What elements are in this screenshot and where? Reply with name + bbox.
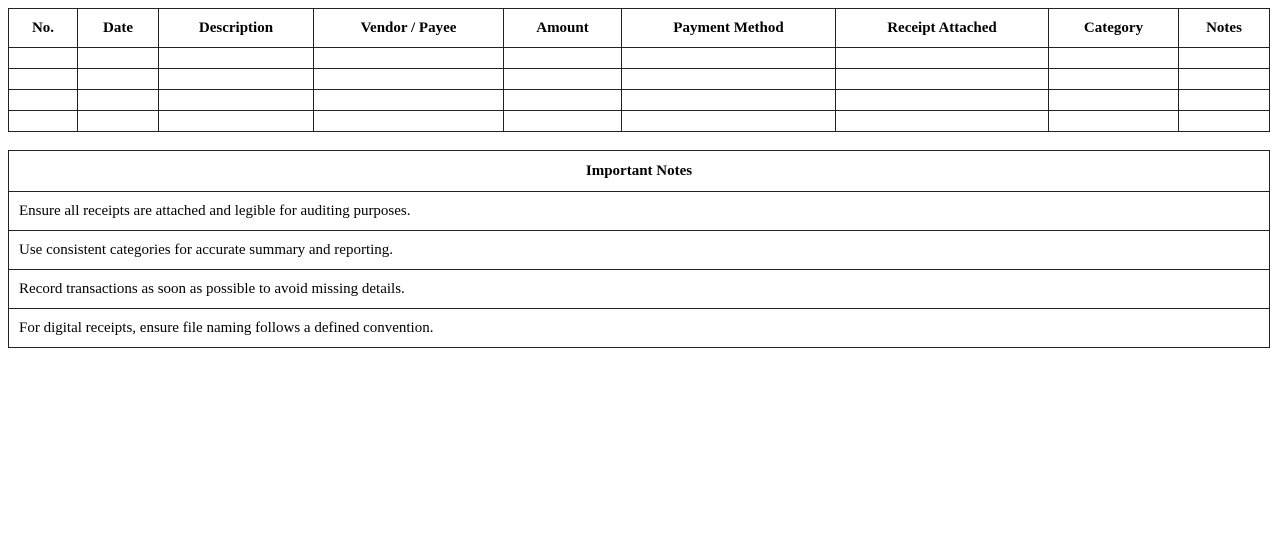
column-header-vendor: Vendor / Payee: [314, 9, 504, 48]
table-cell[interactable]: [78, 111, 159, 132]
table-cell[interactable]: [78, 69, 159, 90]
table-cell[interactable]: [9, 111, 78, 132]
table-cell[interactable]: [836, 111, 1049, 132]
table-cell[interactable]: [9, 48, 78, 69]
note-row: [9, 192, 1270, 231]
table-cell[interactable]: [314, 111, 504, 132]
table-cell[interactable]: [1049, 90, 1179, 111]
note-row: [9, 231, 1270, 270]
note-row: [9, 270, 1270, 309]
table-cell[interactable]: [622, 48, 836, 69]
table-cell[interactable]: [836, 90, 1049, 111]
table-cell[interactable]: [9, 69, 78, 90]
note-text: For digital receipts, ensure file naming follows a defined convention.: [9, 309, 1270, 348]
table-cell[interactable]: [314, 69, 504, 90]
table-cell[interactable]: [836, 48, 1049, 69]
table-row: [9, 111, 1270, 132]
table-cell[interactable]: [1179, 111, 1270, 132]
table-cell[interactable]: [1049, 69, 1179, 90]
note-text: Ensure all receipts are attached and legible for auditing purposes.: [9, 192, 1270, 231]
column-header-receipt-attached: Receipt Attached: [836, 9, 1049, 48]
table-cell[interactable]: [78, 90, 159, 111]
table-cell[interactable]: [504, 90, 622, 111]
table-cell[interactable]: [9, 90, 78, 111]
table-cell[interactable]: [836, 69, 1049, 90]
column-header-date: Date: [78, 9, 159, 48]
table-cell[interactable]: [622, 90, 836, 111]
table-cell[interactable]: [504, 48, 622, 69]
note-text: Use consistent categories for accurate summary and reporting.: [9, 231, 1270, 270]
table-cell[interactable]: [622, 111, 836, 132]
column-header-no: No.: [9, 9, 78, 48]
notes-title: Important Notes: [9, 151, 1270, 192]
table-cell[interactable]: [622, 69, 836, 90]
column-header-payment-method: Payment Method: [622, 9, 836, 48]
table-cell[interactable]: [1179, 90, 1270, 111]
table-cell[interactable]: [159, 48, 314, 69]
note-row: [9, 309, 1270, 348]
table-cell[interactable]: [1179, 48, 1270, 69]
note-text: Record transactions as soon as possible to avoid missing details.: [9, 270, 1270, 309]
column-header-notes: Notes: [1179, 9, 1270, 48]
table-cell[interactable]: [78, 48, 159, 69]
column-header-description: Description: [159, 9, 314, 48]
table-cell[interactable]: [504, 69, 622, 90]
table-cell[interactable]: [1049, 111, 1179, 132]
table-cell[interactable]: [504, 111, 622, 132]
header-row: [9, 9, 1270, 48]
table-cell[interactable]: [314, 90, 504, 111]
table-row: [9, 48, 1270, 69]
table-cell[interactable]: [159, 90, 314, 111]
important-notes-table: [8, 150, 1270, 348]
table-row: [9, 90, 1270, 111]
table-cell[interactable]: [1179, 69, 1270, 90]
column-header-amount: Amount: [504, 9, 622, 48]
table-cell[interactable]: [159, 111, 314, 132]
expense-ledger-table: [8, 8, 1270, 132]
table-cell[interactable]: [1049, 48, 1179, 69]
table-cell[interactable]: [314, 48, 504, 69]
column-header-category: Category: [1049, 9, 1179, 48]
table-cell[interactable]: [159, 69, 314, 90]
table-row: [9, 69, 1270, 90]
